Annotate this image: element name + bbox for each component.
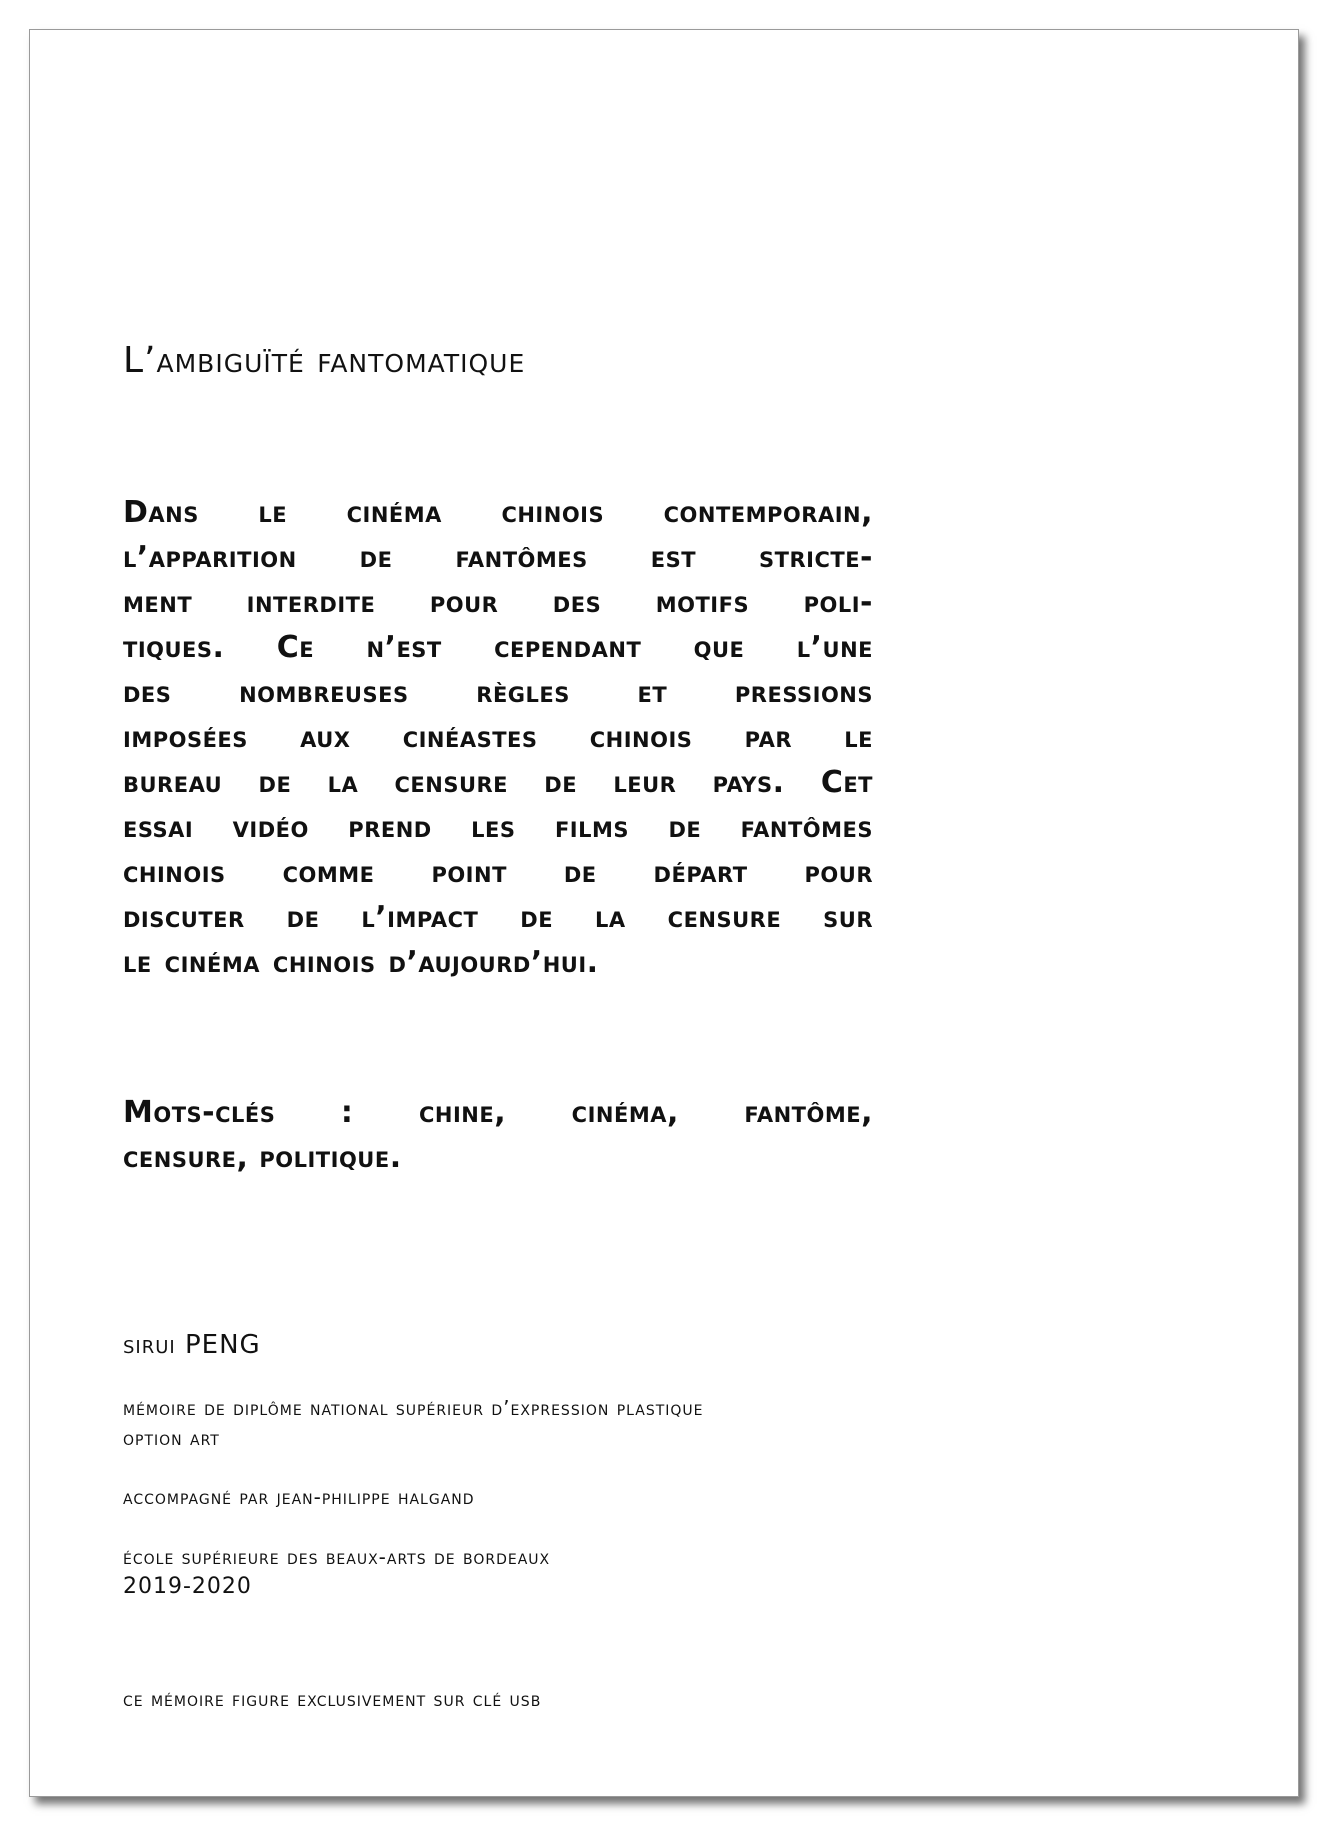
abstract	[123, 490, 873, 985]
document-title: L’ambiguïté fantomatique	[123, 340, 526, 381]
abstract-line: des nombreuses règles et pressions	[123, 675, 873, 710]
memoire-description	[123, 1393, 704, 1453]
abstract-line: imposées aux cinéastes chinois par le	[123, 720, 873, 755]
keywords-line: censure, politique.	[123, 1140, 402, 1175]
memoire-line: mémoire de diplôme national supérieur d’expression plastique	[123, 1396, 704, 1420]
abstract-line: essai vidéo prend les films de fantômes	[123, 810, 873, 845]
usb-note: ce mémoire figure exclusivement sur clé usb	[123, 1687, 542, 1711]
school-name: école supérieure des beaux-arts de bordeaux	[123, 1545, 551, 1569]
abstract-line: discuter de l’impact de la censure sur	[123, 900, 873, 935]
abstract-line: tiques. Ce n’est cependant que l’une	[123, 630, 873, 665]
abstract-line: le cinéma chinois d’aujourd’hui.	[123, 945, 599, 980]
supervisor: accompagné par jean-philippe halgand	[123, 1485, 475, 1509]
keywords-line: Mots-clés : chine, cinéma, fantôme,	[123, 1095, 873, 1130]
abstract-line: bureau de la censure de leur pays. Cet	[123, 765, 873, 800]
abstract-line: l’apparition de fantômes est stricte-	[123, 540, 873, 575]
abstract-line: ment interdite pour des motifs poli-	[123, 585, 873, 620]
academic-year: 2019-2020	[123, 1574, 252, 1599]
memoire-option: option art	[123, 1426, 220, 1450]
document-page	[29, 29, 1299, 1797]
keywords	[123, 1090, 873, 1180]
author-name: sirui PENG	[123, 1330, 261, 1360]
abstract-line: Dans le cinéma chinois contemporain,	[123, 495, 873, 530]
abstract-line: chinois comme point de départ pour	[123, 855, 873, 890]
